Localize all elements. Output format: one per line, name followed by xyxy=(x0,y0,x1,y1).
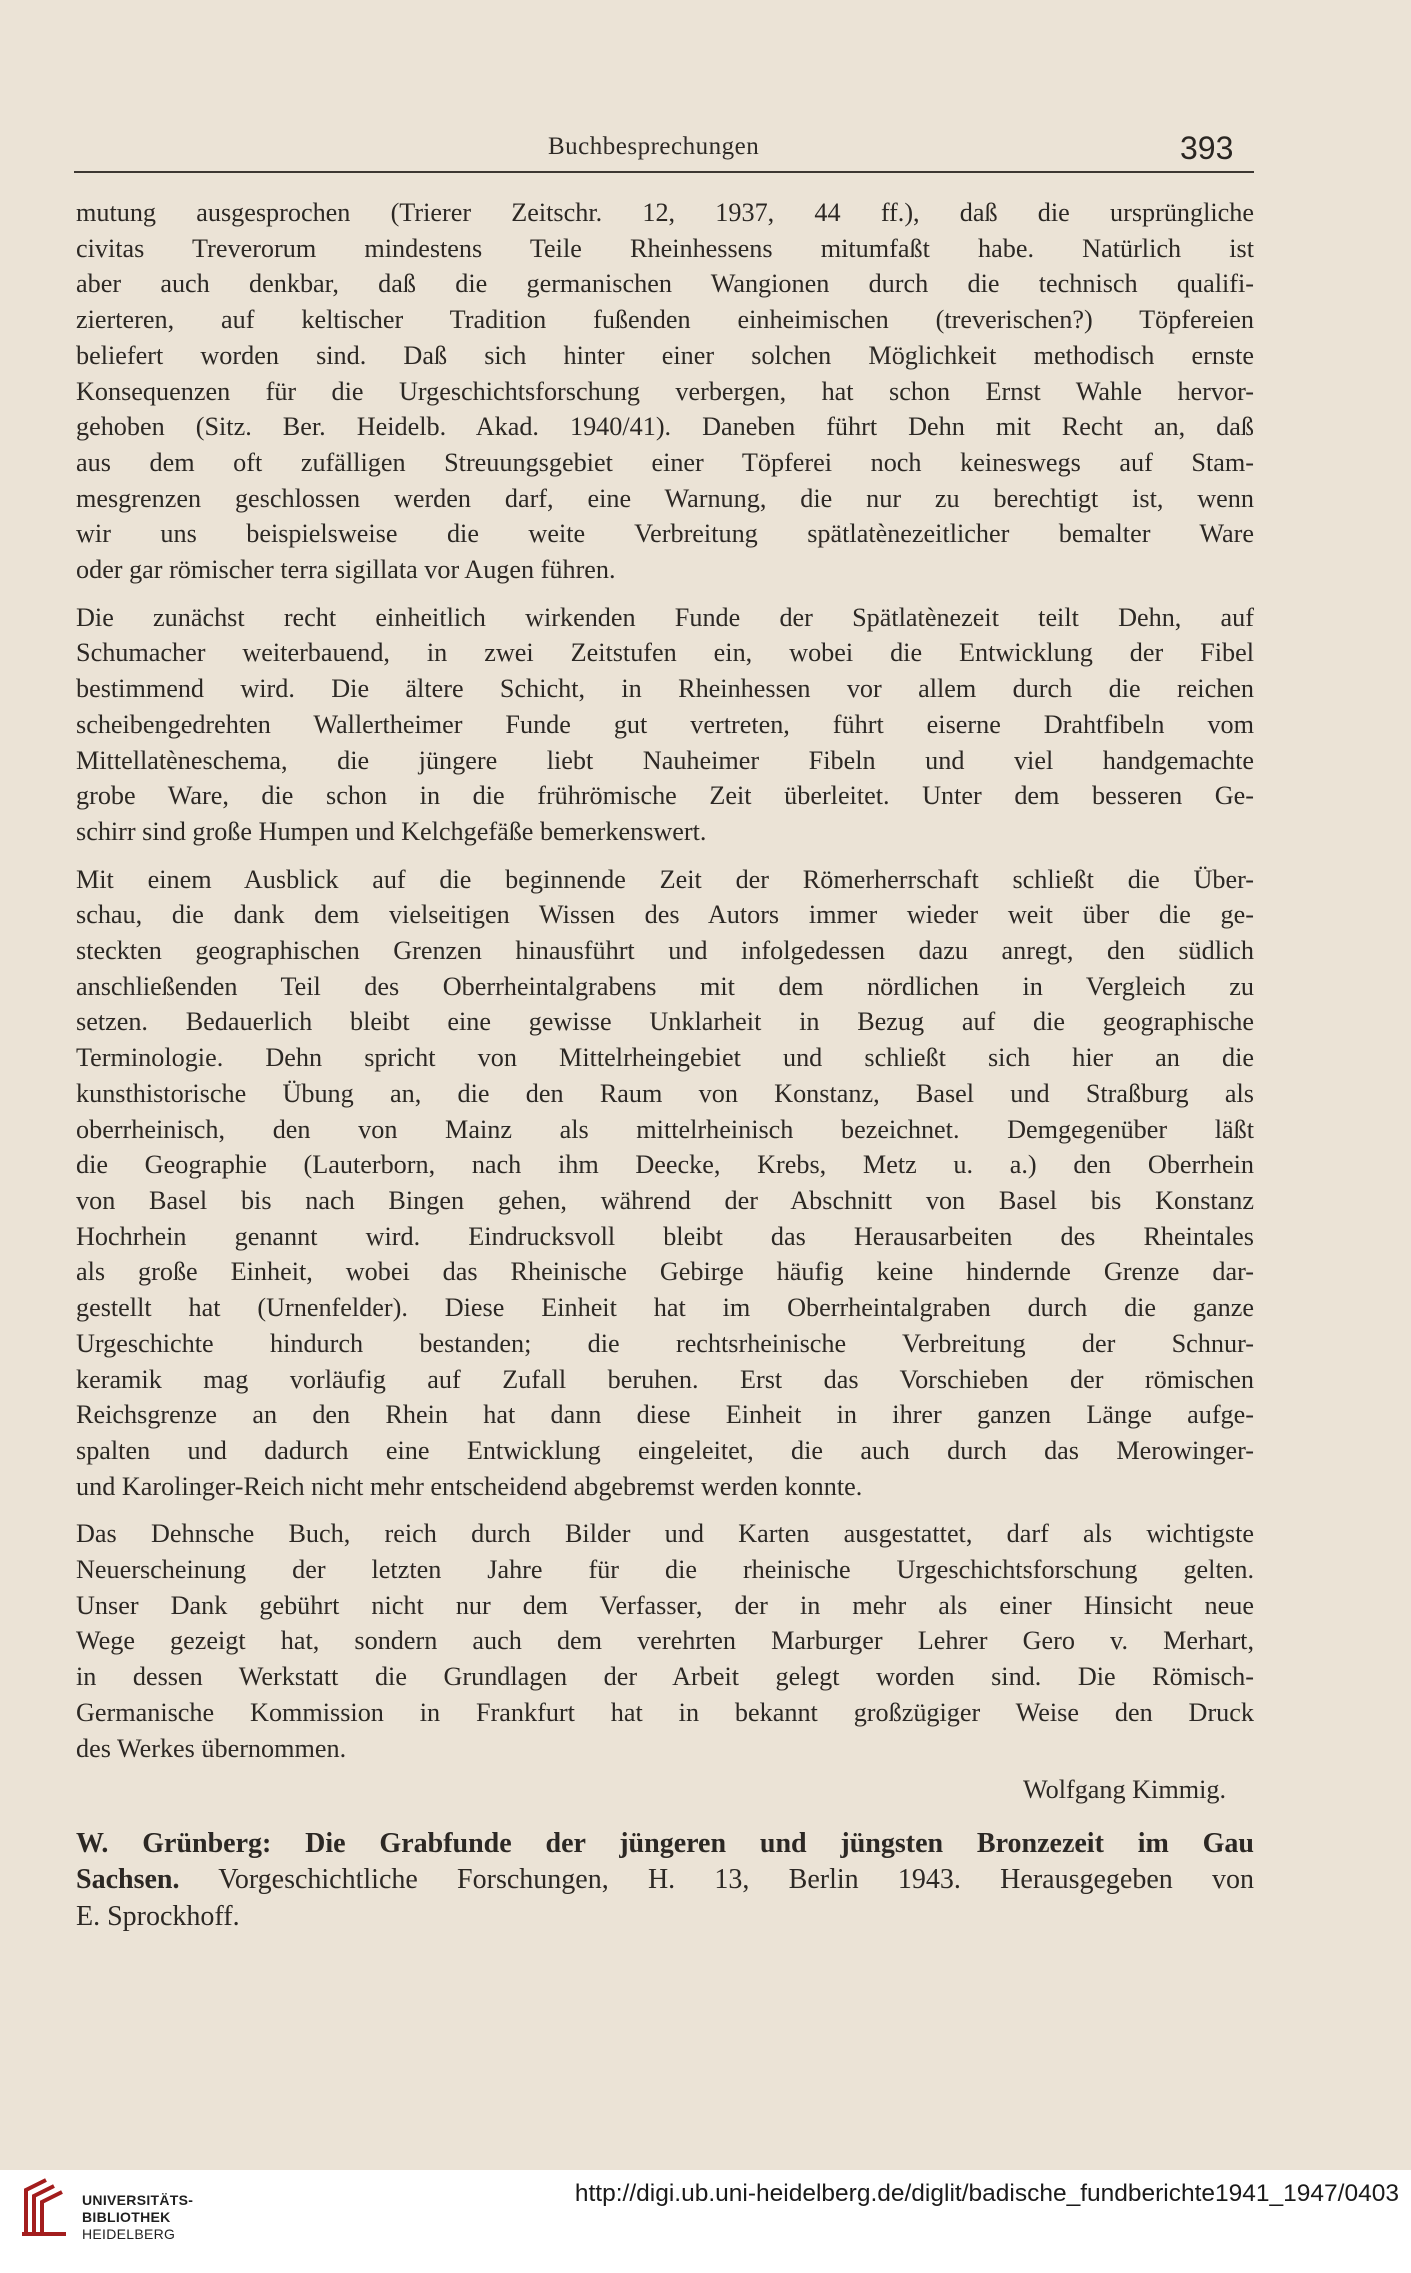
text-line: Terminologie. Dehn spricht von Mittelrheingebiet und schließt sich hier an die xyxy=(76,1043,1254,1073)
text-line: zierteren, auf keltischer Tradition fußenden einheimischen (treverischen?) Töpfereien xyxy=(76,305,1254,335)
library-logo-icon xyxy=(16,2176,72,2242)
text-line: civitas Treverorum mindestens Teile Rheinhessens mitumfaßt habe. Natürlich ist xyxy=(76,233,1254,263)
text-line: wir uns beispielsweise die weite Verbreitung spätlatènezeitlicher bemalter Ware xyxy=(76,519,1254,549)
library-name-line: HEIDELBERG xyxy=(82,2226,176,2242)
text-line: gestellt hat (Urnenfelder). Diese Einheit hat im Oberrheintalgraben durch die ganze xyxy=(76,1293,1254,1323)
text-line: Unser Dank gebührt nicht nur dem Verfasser, der in mehr als einer Hinsicht neue xyxy=(76,1590,1254,1620)
library-name xyxy=(82,2192,193,2243)
library-name-line: BIBLIOTHEK xyxy=(82,2209,171,2225)
review-series-info: Vorgeschichtliche Forschungen, H. 13, Berlin 1943. Herausgegeben von xyxy=(179,1864,1254,1896)
text-line: die Geographie (Lauterborn, nach ihm Deecke, Krebs, Metz u. a.) den Oberrhein xyxy=(76,1150,1254,1180)
text-line: Hochrhein genannt wird. Eindrucksvoll bleibt das Herausarbeiten des Rheintales xyxy=(76,1221,1254,1251)
text-line: Mittellatèneschema, die jüngere liebt Nauheimer Fibeln und viel handgemachte xyxy=(76,745,1254,775)
page-number: 393 xyxy=(1180,130,1234,166)
paragraph xyxy=(76,862,1254,1505)
text-line: Reichsgrenze an den Rhein hat dann diese Einheit in ihrer ganzen Länge aufge- xyxy=(76,1400,1254,1430)
paragraph xyxy=(76,1516,1254,1766)
text-line: als große Einheit, wobei das Rheinische Gebirge häufig keine hindernde Grenze dar- xyxy=(76,1257,1254,1287)
text-line: bestimmend wird. Die ältere Schicht, in Rheinhessen vor allem durch die reichen xyxy=(76,674,1254,704)
text-line: Germanische Kommission in Frankfurt hat in bekannt großzügiger Weise den Druck xyxy=(76,1697,1254,1727)
running-title: Buchbesprechungen xyxy=(548,133,760,160)
text-line: und Karolinger-Reich nicht mehr entscheidend abgebremst werden konnte. xyxy=(76,1471,863,1501)
text-line: Neuerscheinung der letzten Jahre für die rheinische Urgeschichtsforschung gelten. xyxy=(76,1555,1254,1585)
text-line: Konsequenzen für die Urgeschichtsforschung verbergen, hat schon Ernst Wahle hervor- xyxy=(76,376,1254,406)
text-line: Das Dehnsche Buch, reich durch Bilder und Karten ausgestattet, darf als wichtigste xyxy=(76,1519,1254,1549)
text-line: Urgeschichte hindurch bestanden; die rechtsrheinische Verbreitung der Schnur- xyxy=(76,1328,1254,1358)
text-line: mesgrenzen geschlossen werden darf, eine Warnung, die nur zu berechtigt ist, wenn xyxy=(76,483,1254,513)
text-line: Die zunächst recht einheitlich wirkenden Funde der Spätlatènezeit teilt Dehn, auf xyxy=(76,602,1254,632)
text-line: oberrheinisch, den von Mainz als mittelrheinisch bezeichnet. Demgegenüber läßt xyxy=(76,1114,1254,1144)
text-line: mutung ausgesprochen (Trierer Zeitschr. 12, 1937, 44 ff.), daß die ursprüngliche xyxy=(76,198,1254,227)
text-line: in dessen Werkstatt die Grundlagen der Arbeit gelegt worden sind. Die Römisch- xyxy=(76,1662,1254,1692)
text-line: anschließenden Teil des Oberrheintalgrabens mit dem nördlichen in Vergleich zu xyxy=(76,971,1254,1001)
header-rule xyxy=(74,171,1254,173)
text-line: gehoben (Sitz. Ber. Heidelb. Akad. 1940/41). Daneben führt Dehn mit Recht an, daß xyxy=(76,412,1254,442)
digitization-footer xyxy=(0,2170,1411,2273)
text-line: aus dem oft zufälligen Streuungsgebiet einer Töpferei noch keineswegs auf Stam- xyxy=(76,447,1254,477)
text-line: aber auch denkbar, daß die germanischen Wangionen durch die technisch qualifi- xyxy=(76,269,1254,299)
text-line: setzen. Bedauerlich bleibt eine gewisse Unklarheit in Bezug auf die geographische xyxy=(76,1007,1254,1037)
paragraph xyxy=(76,195,1254,588)
review-title-line xyxy=(76,1862,1254,1899)
permalink-url[interactable]: http://digi.ub.uni-heidelberg.de/diglit/badische_fundberichte1941_1947/0403 xyxy=(574,2180,1399,2207)
text-line: beliefert worden sind. Daß sich hinter einer solchen Möglichkeit methodisch ernste xyxy=(76,340,1254,370)
library-name-line: UNIVERSITÄTS- xyxy=(82,2192,194,2208)
reviewer-signature: Wolfgang Kimmig. xyxy=(1022,1775,1226,1805)
paragraph xyxy=(76,600,1254,850)
review-title-part: Sachsen. xyxy=(76,1864,180,1896)
text-line: Schumacher weiterbauend, in zwei Zeitstufen ein, wobei die Entwicklung der Fibel xyxy=(76,638,1254,668)
review-body xyxy=(76,195,1254,1935)
text-line: schau, die dank dem vielseitigen Wissen des Autors immer wieder weit über die ge- xyxy=(76,900,1254,930)
text-line: steckten geographischen Grenzen hinausführt und infolgedessen dazu anregt, den südlich xyxy=(76,936,1254,966)
text-line: keramik mag vorläufig auf Zufall beruhen. Erst das Vorschieben der römischen xyxy=(76,1364,1254,1394)
text-line: scheibengedrehten Wallertheimer Funde gut vertreten, führt eiserne Drahtfibeln vom xyxy=(76,709,1254,739)
text-line: des Werkes übernommen. xyxy=(76,1733,347,1763)
text-line: von Basel bis nach Bingen gehen, während der Abschnitt von Basel bis Konstanz xyxy=(76,1185,1254,1215)
text-line: schirr sind große Humpen und Kelchgefäße bemerkenswert. xyxy=(76,816,707,846)
text-line: spalten und dadurch eine Entwicklung eingeleitet, die auch durch das Merowinger- xyxy=(76,1435,1254,1465)
review-title-line: W. Grünberg: Die Grabfunde der jüngeren und jüngsten Bronzezeit im Gau xyxy=(76,1827,1254,1859)
next-review-heading xyxy=(76,1826,1254,1936)
text-line: oder gar römischer terra sigillata vor Augen führen. xyxy=(76,555,616,585)
review-editor: E. Sprockhoff. xyxy=(76,1900,240,1932)
text-line: Wege gezeigt hat, sondern auch dem verehrten Marburger Lehrer Gero v. Merhart, xyxy=(76,1626,1254,1656)
text-line: grobe Ware, die schon in die frührömische Zeit überleitet. Unter dem besseren Ge- xyxy=(76,781,1254,811)
text-line: Mit einem Ausblick auf die beginnende Zeit der Römerherrschaft schließt die Über- xyxy=(76,864,1254,894)
text-line: kunsthistorische Übung an, die den Raum von Konstanz, Basel und Straßburg als xyxy=(76,1078,1254,1108)
